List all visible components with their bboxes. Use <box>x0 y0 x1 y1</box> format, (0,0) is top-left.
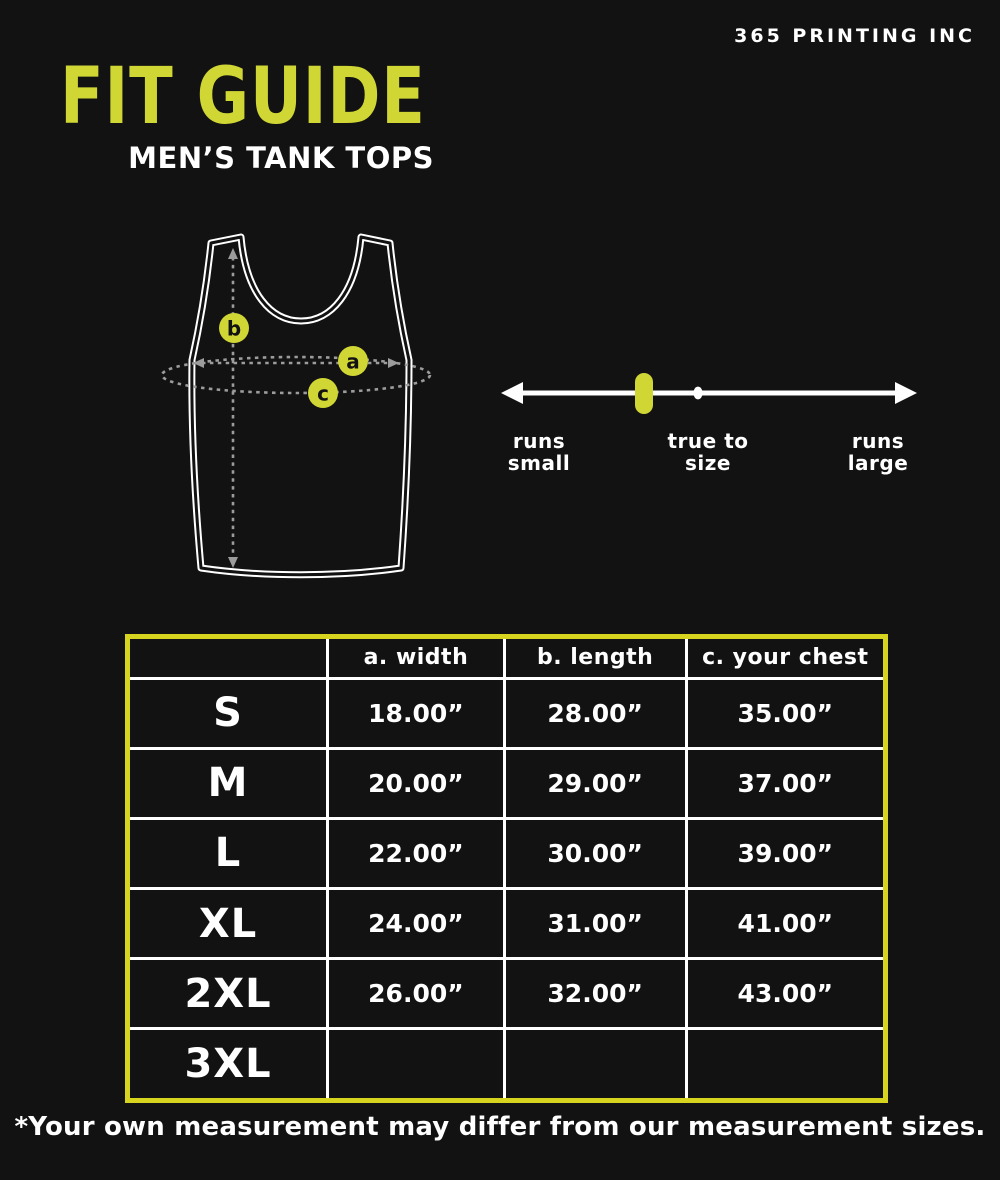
tank-top-diagram <box>130 210 470 610</box>
length-marker-b <box>219 313 249 343</box>
table-row <box>128 748 886 818</box>
scale-label-line: runs <box>512 429 566 453</box>
column-header-size <box>128 637 328 679</box>
page-subtitle: MEN’S TANK TOPS <box>128 141 434 175</box>
scale-label-true-to-size <box>647 431 769 474</box>
table-row <box>128 678 886 748</box>
scale-label-line: size <box>685 450 731 475</box>
width-value-cell: 22.00” <box>328 818 505 888</box>
chest-marker-c <box>308 378 338 408</box>
length-value-cell: 30.00” <box>504 818 686 888</box>
scale-label-line: true to <box>667 429 749 453</box>
chest-value-cell: 35.00” <box>686 678 885 748</box>
width-value-cell: 26.00” <box>328 959 505 1029</box>
table-row <box>128 1029 886 1101</box>
chest-value-cell <box>686 1029 885 1101</box>
marker-a-label: a <box>346 349 360 374</box>
marker-c-label: c <box>317 381 329 406</box>
length-value-cell: 32.00” <box>504 959 686 1029</box>
column-header-chest: c. your chest <box>686 637 885 679</box>
size-table <box>125 634 888 1103</box>
size-cell: S <box>128 678 328 748</box>
width-value-cell: 20.00” <box>328 748 505 818</box>
size-cell: 3XL <box>128 1029 328 1101</box>
chest-value-cell: 43.00” <box>686 959 885 1029</box>
scale-label-runs-large <box>832 431 924 474</box>
length-value-cell <box>504 1029 686 1101</box>
column-header-length: b. length <box>504 637 686 679</box>
fit-scale <box>490 350 940 440</box>
footnote-text: *Your own measurement may differ from our measurement sizes. <box>14 1112 986 1142</box>
scale-arrow-right-icon <box>895 382 917 404</box>
size-cell: M <box>128 748 328 818</box>
length-value-cell: 28.00” <box>504 678 686 748</box>
width-value-cell: 24.00” <box>328 889 505 959</box>
fit-scale-center-dot <box>693 387 702 400</box>
width-value-cell <box>328 1029 505 1101</box>
table-row <box>128 818 886 888</box>
width-value-cell: 18.00” <box>328 678 505 748</box>
scale-arrow-left-icon <box>501 382 523 404</box>
chest-value-cell: 41.00” <box>686 889 885 959</box>
scale-label-line: small <box>507 450 571 475</box>
table-row <box>128 889 886 959</box>
length-value-cell: 31.00” <box>504 889 686 959</box>
marker-b-label: b <box>226 316 242 341</box>
scale-label-runs-small <box>493 431 585 474</box>
column-header-width: a. width <box>328 637 505 679</box>
size-cell: L <box>128 818 328 888</box>
scale-label-line: large <box>847 450 909 475</box>
chest-value-cell: 39.00” <box>686 818 885 888</box>
width-marker-a <box>338 346 368 376</box>
size-cell: 2XL <box>128 959 328 1029</box>
fit-scale-marker <box>635 373 653 414</box>
table-row <box>128 959 886 1029</box>
chest-value-cell: 37.00” <box>686 748 885 818</box>
length-value-cell: 29.00” <box>504 748 686 818</box>
page-title: FIT GUIDE <box>60 52 426 142</box>
tank-top-outline <box>192 237 409 575</box>
table-header-row <box>128 637 886 679</box>
scale-label-line: runs <box>851 429 905 453</box>
size-cell: XL <box>128 889 328 959</box>
brand-text: 365 PRINTING INC <box>734 25 975 47</box>
